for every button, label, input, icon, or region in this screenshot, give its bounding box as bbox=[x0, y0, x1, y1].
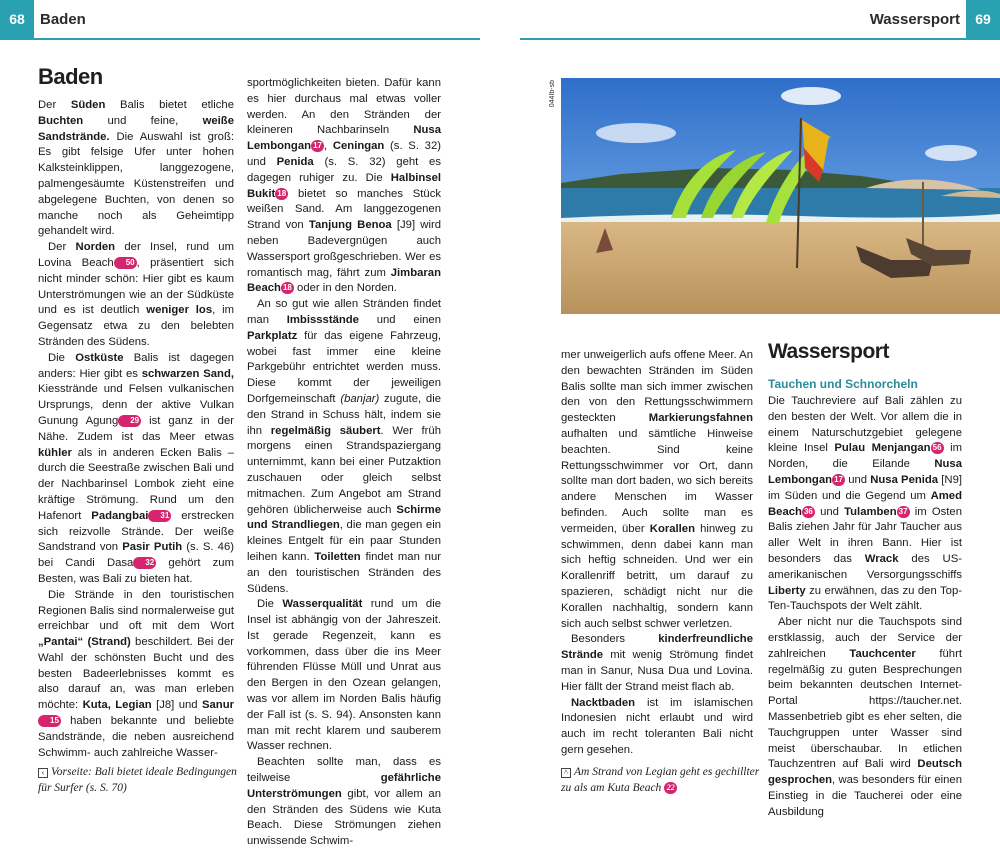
bold-term: Nusa Lembongan bbox=[768, 458, 962, 486]
arrow-left-icon: ‹ bbox=[38, 768, 48, 778]
bold-term: Amed Beach bbox=[768, 489, 962, 518]
paragraph: Die Strände in den touristischen Regionen Balis sind normalerweise gut erreichbar und oft mit dem Wort „Pantai“ (Strand) beschildert. Bei der Wahl der schönsten Bucht und des besten Badeerlebnisses kommt es also darauf an, was man erleben möchte: Kuta, Legian [J8] und Sanur15 haben bekannte und beliebte Sandstrände, die neben ausreichend Schwimm- auch zahlreiche Wasser- bbox=[38, 588, 235, 759]
poi-number: 17 bbox=[832, 474, 845, 486]
paragraph: An so gut wie allen Stränden findet man Imbissstände und einen Parkplatz für das eigene Fahrzeug, wobei fast immer eine kleine Parkgebühr entrichtet werden muss. Diese kommt der jeweiligen Dorfgemeinschaft (banjar) zugute, die den Strand in Schuss hält, indem sie ihn regelmäßig säubert. Wer früh morgens einen Strandspaziergang unternimmt, kann bei einer Putzaktion zuschauen oder gleich selbst mitmachen. Zum Angebot am Strand gehören üblicherweise auch Schirme und Strandliegen, die man gegen ein kleines Entgelt für ein paar Stunden leihen kann. Toiletten findet man nur an den touristischen Stränden des Südens. bbox=[247, 298, 442, 595]
cloud bbox=[596, 123, 676, 143]
bold-term: Kuta, Legian bbox=[82, 699, 152, 712]
bold-term: Buchten bbox=[38, 114, 84, 127]
paragraph: mer unweigerlich aufs offene Meer. An den bewachten Stränden im Süden Balis sollte man sich immer zwischen den von den Rettungsschwimmern gesteckten Markierungsfahnen aufhalten und sämtliche Hinweise beachten. Sind keine Rettungsschwimmer vor Ort, dann sollte man dort baden, wo sich bereits andere Menschen im Wasser befinden. Auch sollte man es vermeiden, über Korallen hinweg zu schwimmen, denn dabei kann man sich heftig schneiden. Und wer ein Korallenriff betritt, um darauf zu spazieren, schädigt nicht nur die Korallen nachhaltig, sondern kann sich auch selbst schwer verletzen. bbox=[561, 349, 753, 630]
poi-number: 50 bbox=[114, 257, 137, 269]
bold-term: kühler bbox=[38, 446, 72, 459]
bold-term: Sanur bbox=[201, 699, 234, 712]
paragraph: sportmöglichkeiten bieten. Dafür kann es hier durchaus mal etwas voller werden. An den Stränden der kleineren Nachbarinseln Nusa Lembongan 17 , Ceningan (s. S. 32) und Penida (s. S. 32) geht es dagegen ruhiger zu. Die Halbinsel Bukit 18 bietet so manches Stück weißen Sand. Am langgezogenen Strand von Tanjung Benoa [J9] wird neben Badevergnügen auch Wassersport großgeschrieben. Wer es romantisch mag, fährt zum Jimbaran Beach 18 oder in den Norden. bbox=[247, 77, 442, 295]
poi-number: 29 bbox=[118, 415, 141, 427]
bold-term: kinderfreundliche Strände bbox=[561, 633, 753, 662]
paragraph: Die Ostküste Balis ist dagegen anders: Hier gibt es schwarzen Sand, Kiesstrände und Felsen vulkanischen Ursprungs, denn der aktive Vulkan Gunung Agung 29 ist ganz in der Nähe. Zudem ist das Meer etwas kühler als in anderen Ecken Balis – durch die Seestraße zwischen Bali und der Nachbarinsel Lombok zieht eine kräftige Strömung. Rund um den Hafenort Padangbai 31 erstrecken sich reizvolle Strände. Der weiße Sandstrand von Pasir Putih (s. S. 46) bei Candi Dasa 32 gehört zum Besten, was Bali zu bieten hat. bbox=[38, 351, 234, 585]
text-column-2 bbox=[247, 76, 441, 850]
bold-term: Tanjung Benoa bbox=[308, 219, 392, 232]
bold-term: Toiletten bbox=[314, 550, 361, 563]
running-title-right: Wassersport bbox=[869, 10, 960, 28]
poi-number: 15 bbox=[38, 715, 61, 727]
page-number-left: 68 bbox=[0, 0, 34, 38]
poi-number: 56 bbox=[931, 442, 944, 454]
bold-term: Schirme und Strandliegen bbox=[247, 503, 441, 532]
running-title-left: Baden bbox=[40, 10, 86, 28]
bold-term: Deutsch gesprochen bbox=[768, 758, 962, 787]
caption-text-right: Am Strand von Legian geht es gechillter zu als am Kuta Beach bbox=[561, 766, 760, 794]
subsection-title-tauchen: Tauchen und Schnorcheln bbox=[768, 377, 918, 391]
bold-term: Wrack bbox=[864, 552, 899, 565]
bold-term: Padangbai bbox=[91, 509, 149, 522]
arrow-up-icon: ^ bbox=[561, 768, 571, 778]
photo-caption-left bbox=[38, 764, 238, 796]
paragraph: Aber nicht nur die Tauchspots sind erstklassig, auch der Service der zahlreichen Tauchcenter führt regelmäßig zu guten Besprechungen beim bekannten deutschen Internet-Portal https://taucher.net. Massenbetrieb gibt es eher selten, die Tauchgruppen unter Wasser sind meist überschaubar. In etlichen Tauchzentren auf Bali wird Deutsch gesprochen, was besonders für einen Einstieg in die Taucherei oder eine Ausbildung bbox=[768, 616, 962, 818]
bold-term: Nusa Penida bbox=[870, 473, 939, 486]
header-rule-right bbox=[520, 38, 1000, 40]
bold-term: Liberty bbox=[768, 584, 806, 597]
cloud bbox=[781, 87, 841, 105]
poi-number: 18 bbox=[275, 188, 288, 200]
bold-term: „Pantai“ (Strand) bbox=[38, 636, 131, 649]
sand bbox=[561, 222, 1000, 314]
caption-text-left: Vorseite: Bali bietet ideale Bedingungen für Surfer (s. S. 70) bbox=[38, 766, 237, 794]
paragraph: Nacktbaden ist im islamischen Indonesien nicht erlaubt und wird auch im recht toleranten Bali nicht gern gesehen. bbox=[561, 696, 753, 756]
bold-term: Nacktbaden bbox=[571, 696, 636, 709]
bold-term: Nusa Lembongan bbox=[247, 124, 441, 153]
bold-term: gefährliche Unterströmungen bbox=[247, 772, 441, 800]
paragraph: Der Norden der Insel, rund um Lovina Beach 50 , präsentiert sich nicht minder schön: Hier gibt es kaum Unterströmungen wie an der Südküste und es ist deutlich weniger los, im Gegensatz etwa zu den belebten Stränden des Südens. bbox=[38, 241, 235, 348]
bold-term: schwarzen Sand, bbox=[141, 367, 234, 380]
photo-credit: 044Ib-sb bbox=[549, 80, 556, 108]
bold-term: Imbissstände bbox=[286, 313, 359, 326]
paragraph: Die Wasserqualität rund um die Insel ist abhängig von der Jahreszeit. Ist gerade Regenzeit, kann es vorkommen, dass über die ins Meer führenden Flüsse Müll und Unrat aus den Bergen in den Ozean gelangen, was vor allem im Norden Balis häufig der Fall ist (s. S. 94). Ansonsten kann man mit recht klarem und sauberem Wasser rechnen. bbox=[247, 598, 442, 753]
paragraph: Beachten sollte man, dass es teilweise gefährliche Unterströmungen gibt, vor allem an den Stränden des Südens wie Kuta Beach. Diese Strömungen ziehen unwissende Schwim- bbox=[247, 756, 441, 848]
poi-number: 37 bbox=[897, 506, 910, 518]
bold-term: regelmäßig säubert bbox=[270, 424, 381, 437]
bold-term: Ceningan bbox=[332, 140, 385, 153]
bold-term: weiße Sandstrände. bbox=[38, 114, 234, 143]
bold-term: Pasir Putih bbox=[122, 541, 183, 554]
bold-term: Norden bbox=[75, 241, 116, 254]
section-title-wassersport: Wassersport bbox=[768, 340, 889, 363]
bold-term: Ostküste bbox=[75, 351, 124, 364]
beach-photo bbox=[561, 78, 1000, 314]
bold-term: Jimbaran Beach bbox=[247, 266, 441, 295]
bold-term: Tauchcenter bbox=[849, 647, 916, 660]
bold-term: Markierungsfahnen bbox=[648, 412, 753, 425]
section-title-baden: Baden bbox=[38, 64, 103, 89]
bold-term: Halbinsel Bukit bbox=[247, 171, 441, 200]
header-rule-left bbox=[0, 38, 480, 40]
poi-number: 32 bbox=[133, 557, 156, 569]
paragraph: Die Tauchreviere auf Bali zählen zu den besten der Welt. Vor allem die in einem Naturschutzgebiet gelegene kleine Insel Pulau Menjangan 56 im Norden, die Eilande Nusa Lembongan 17 und Nusa Penida [N9] im Süden und die Gegend um Amed Beach 36 und Tulamben 37 im Osten Balis ziehen Jahr für Jahr Taucher aus aller Welt in ihren Bann. Hier ist besonders das Wrack des US-amerikanischen Versorgungsschiffs Liberty zu erwähnen, das zu den Top-Ten-Tauchspots der Welt zählt. bbox=[768, 395, 962, 613]
italic-term: (banjar) bbox=[340, 392, 380, 405]
text-column-1 bbox=[38, 98, 234, 761]
bold-term: Wasserqualität bbox=[282, 598, 363, 611]
cloud bbox=[925, 145, 977, 161]
paragraph: Der Süden Balis bietet etliche Buchten und feine, weiße Sandstrände. Die Auswahl ist groß: Es gibt felsige Ufer unter hohen Kalksteinklippen, langgezogene, palmengesäumte Küstenstreifen und abgelegene Buchten, von denen so manche noch als Geheimtipp gehandelt wird. bbox=[38, 99, 234, 238]
bold-term: Korallen bbox=[649, 522, 695, 535]
poi-number: 36 bbox=[802, 506, 815, 518]
text-column-3 bbox=[561, 348, 753, 759]
photo-caption-right bbox=[561, 764, 761, 796]
bold-term: weniger los bbox=[146, 304, 213, 317]
page-number-right: 69 bbox=[966, 0, 1000, 38]
poi-number: 18 bbox=[281, 282, 294, 294]
bold-term: Tulamben bbox=[844, 505, 897, 518]
bold-term: Pulau Menjangan bbox=[834, 442, 931, 455]
bold-term: Süden bbox=[70, 99, 106, 111]
poi-number: 17 bbox=[311, 140, 324, 152]
bold-term: Penida bbox=[276, 155, 314, 168]
bold-term: Parkplatz bbox=[247, 329, 298, 342]
poi-number: 22 bbox=[664, 782, 677, 794]
paragraph: Besonders kinderfreundliche Strände mit wenig Strömung findet man in Sanur, Nusa Dua und Lovina. Hier fällt der Strand meist flach ab. bbox=[561, 633, 753, 693]
poi-number: 31 bbox=[148, 510, 171, 522]
text-column-4 bbox=[768, 394, 962, 821]
